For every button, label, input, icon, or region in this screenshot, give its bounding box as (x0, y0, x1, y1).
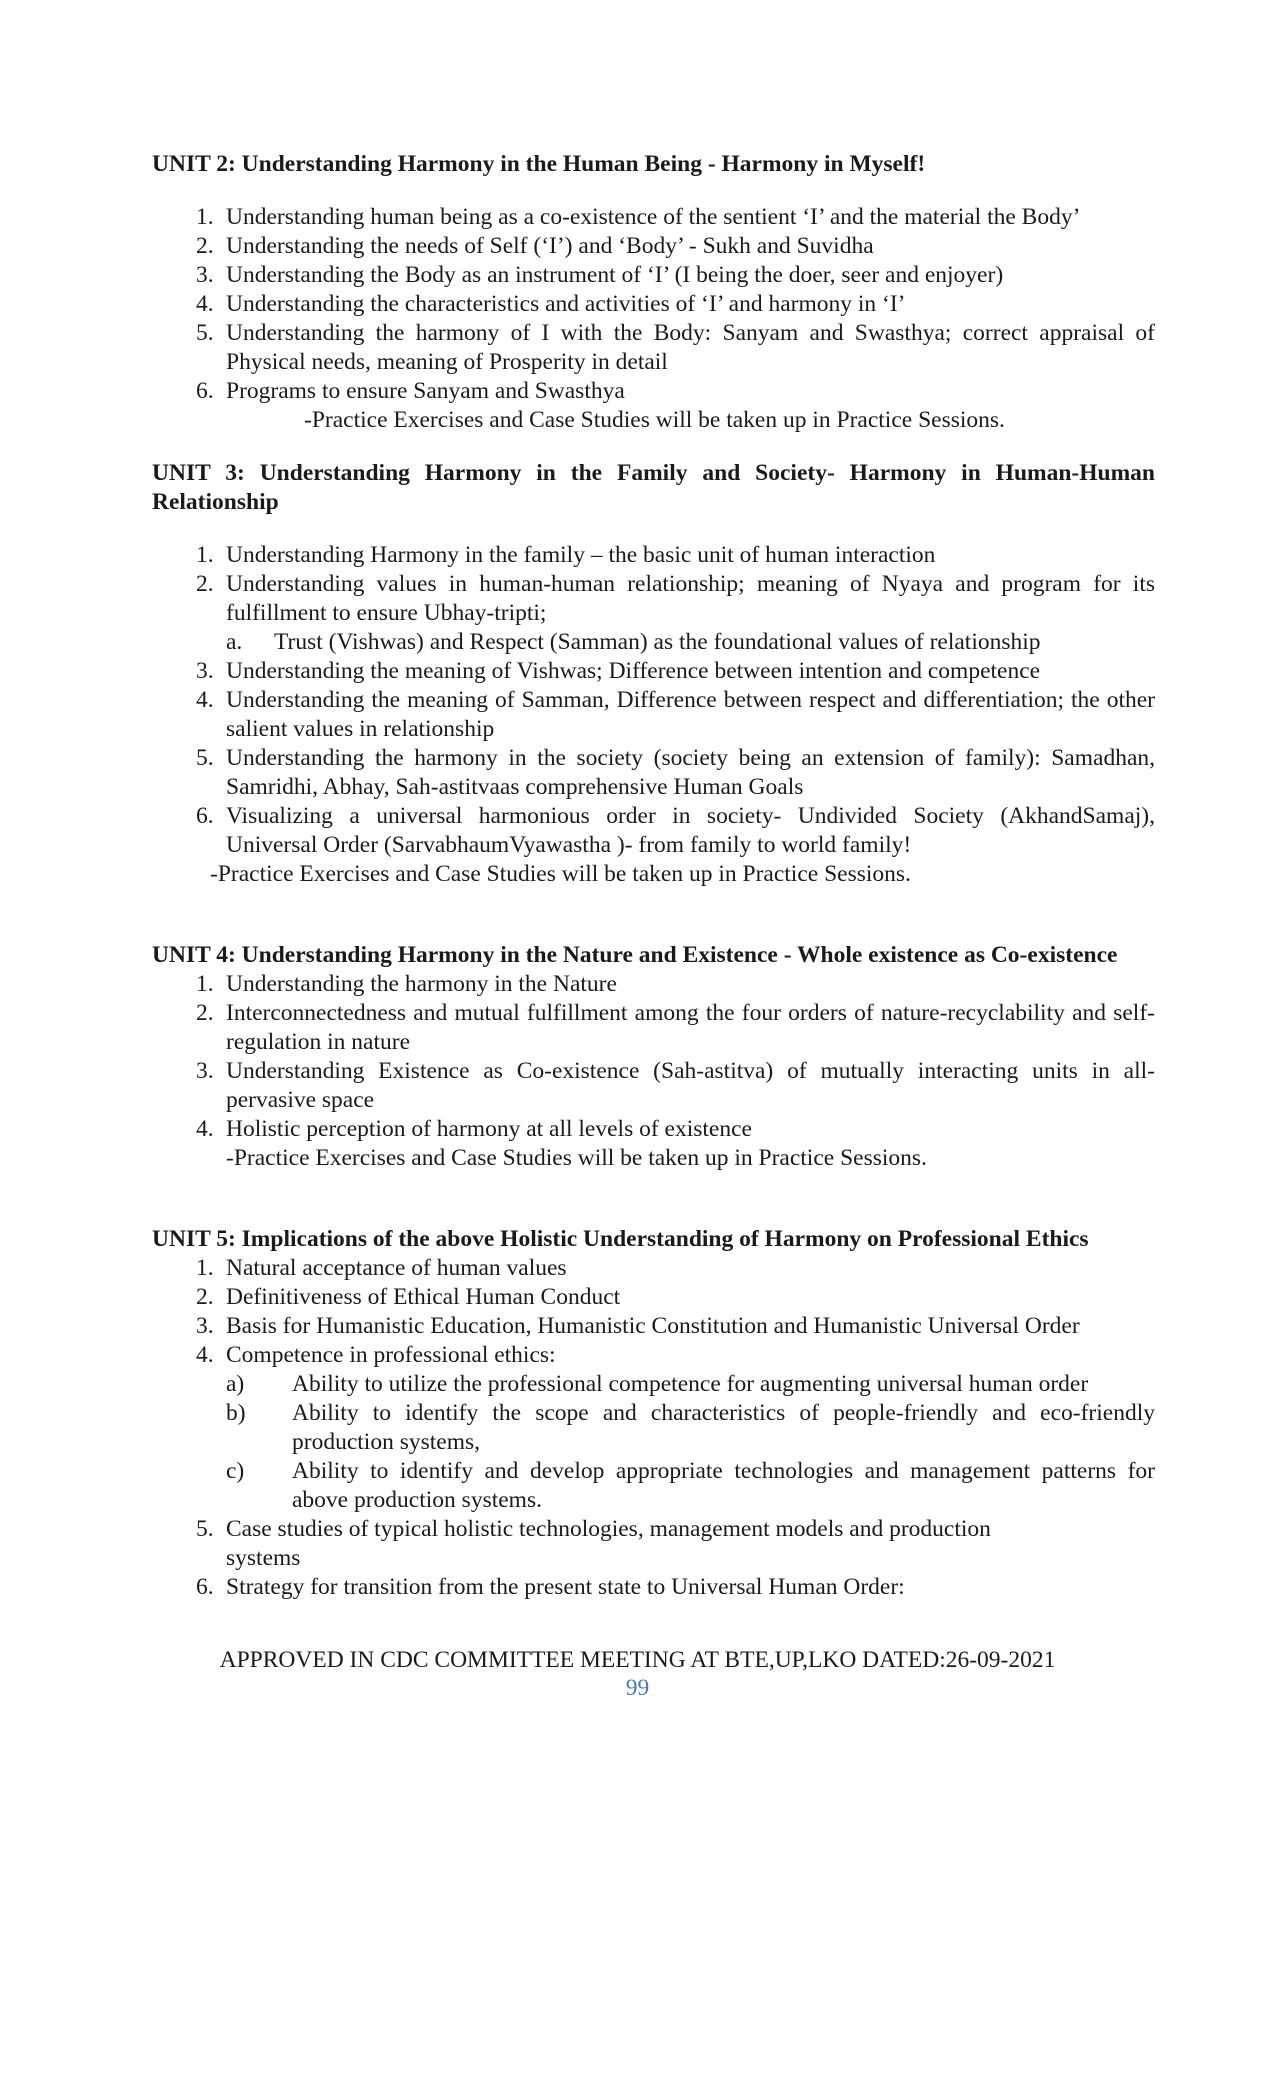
list-item: 1. Understanding Harmony in the family – the basic unit of human interaction (196, 542, 936, 568)
approval-footer: APPROVED IN CDC COMMITTEE MEETING AT BTE,UP,LKO DATED:26-09-2021 (219, 1647, 1056, 1673)
unit-2-title: UNIT 2: Understanding Harmony in the Human Being - Harmony in Myself! (152, 151, 926, 177)
page-number: 99 (625, 1675, 650, 1701)
list-item: 3. Basis for Humanistic Education, Humanistic Constitution and Humanistic Universal Order (196, 1313, 1080, 1339)
list-item: 4. Holistic perception of harmony at all levels of existence (196, 1116, 752, 1142)
list-item: 3. Understanding Existence as Co-existence (Sah-astitva) of mutually interacting units in all-pervasive space (196, 1058, 1155, 1113)
sub-list-item: a) Ability to utilize the professional competence for augmenting universal human order (226, 1371, 1089, 1397)
list-item: 5. Case studies of typical holistic technologies, management models and production systems (196, 1516, 991, 1571)
list-item: 1. Understanding human being as a co-existence of the sentient ‘I’ and the material the Body’ (196, 204, 1081, 230)
list-item: 2. Interconnectedness and mutual fulfillment among the four orders of nature-recyclability and self-regulation in nature (196, 1000, 1155, 1055)
list-item: 5. Understanding the harmony in the society (society being an extension of family): Samadhan, Samridhi, Abhay, Sah-astitvaas comprehensive Human Goals (196, 745, 1155, 800)
list-item: 2. Understanding the needs of Self (‘I’) and ‘Body’ - Sukh and Suvidha (196, 233, 874, 259)
unit-4-practice-note: -Practice Exercises and Case Studies will be taken up in Practice Sessions. (226, 1145, 927, 1171)
sub-list-item: b) Ability to identify the scope and characteristics of people-friendly and eco-friendly production systems, (226, 1400, 1155, 1455)
list-item: 2. Understanding values in human-human relationship; meaning of Nyaya and program for its fulfillment to ensure Ubhay-tripti; (196, 571, 1155, 626)
list-item: 1. Natural acceptance of human values (196, 1255, 567, 1281)
list-item: 4. Understanding the meaning of Samman, Difference between respect and differentiation; the other salient values in relationship (196, 687, 1155, 742)
unit-2-practice-note: -Practice Exercises and Case Studies will be taken up in Practice Sessions. (304, 407, 1005, 433)
unit-3-practice-note: -Practice Exercises and Case Studies will be taken up in Practice Sessions. (210, 861, 911, 887)
unit-4-list (152, 970, 1155, 1173)
list-item: 2. Definitiveness of Ethical Human Conduct (196, 1284, 621, 1310)
unit-4-title: UNIT 4: Understanding Harmony in the Nature and Existence - Whole existence as Co-existence (152, 942, 1118, 968)
unit-5-title: UNIT 5: Implications of the above Holistic Understanding of Harmony on Professional Ethics (152, 1226, 1089, 1252)
unit-2-list (152, 203, 1155, 435)
list-item: 6. Visualizing a universal harmonious order in society- Undivided Society (AkhandSamaj), Universal Order (SarvabhaumVyawastha )- from family to world family! (196, 803, 1155, 858)
sub-list-item: c) Ability to identify and develop appropriate technologies and management patterns for above production systems. (226, 1458, 1155, 1513)
list-item: 4. Understanding the characteristics and activities of ‘I’ and harmony in ‘I’ (196, 291, 906, 317)
unit-5-list (152, 1254, 1155, 1602)
list-item: 1. Understanding the harmony in the Nature (196, 971, 617, 997)
list-item: 4. Competence in professional ethics: (196, 1342, 556, 1368)
sub-list-item: a. Trust (Vishwas) and Respect (Samman) as the foundational values of relationship (226, 629, 1041, 655)
list-item: 6. Strategy for transition from the present state to Universal Human Order: (196, 1574, 905, 1600)
unit-3-title: UNIT 3: Understanding Harmony in the Family and Society- Harmony in Human-Human Relationship (152, 460, 1155, 515)
list-item: 5. Understanding the harmony of I with the Body: Sanyam and Swasthya; correct appraisal of Physical needs, meaning of Prosperity in detail (196, 320, 1155, 375)
list-item: 3. Understanding the Body as an instrument of ‘I’ (I being the doer, seer and enjoyer) (196, 262, 1004, 288)
page-content (152, 150, 1155, 1602)
list-item: 6. Programs to ensure Sanyam and Swasthya (196, 378, 625, 404)
list-item: 3. Understanding the meaning of Vishwas; Difference between intention and competence (196, 658, 1041, 684)
unit-3-list (152, 541, 1155, 889)
